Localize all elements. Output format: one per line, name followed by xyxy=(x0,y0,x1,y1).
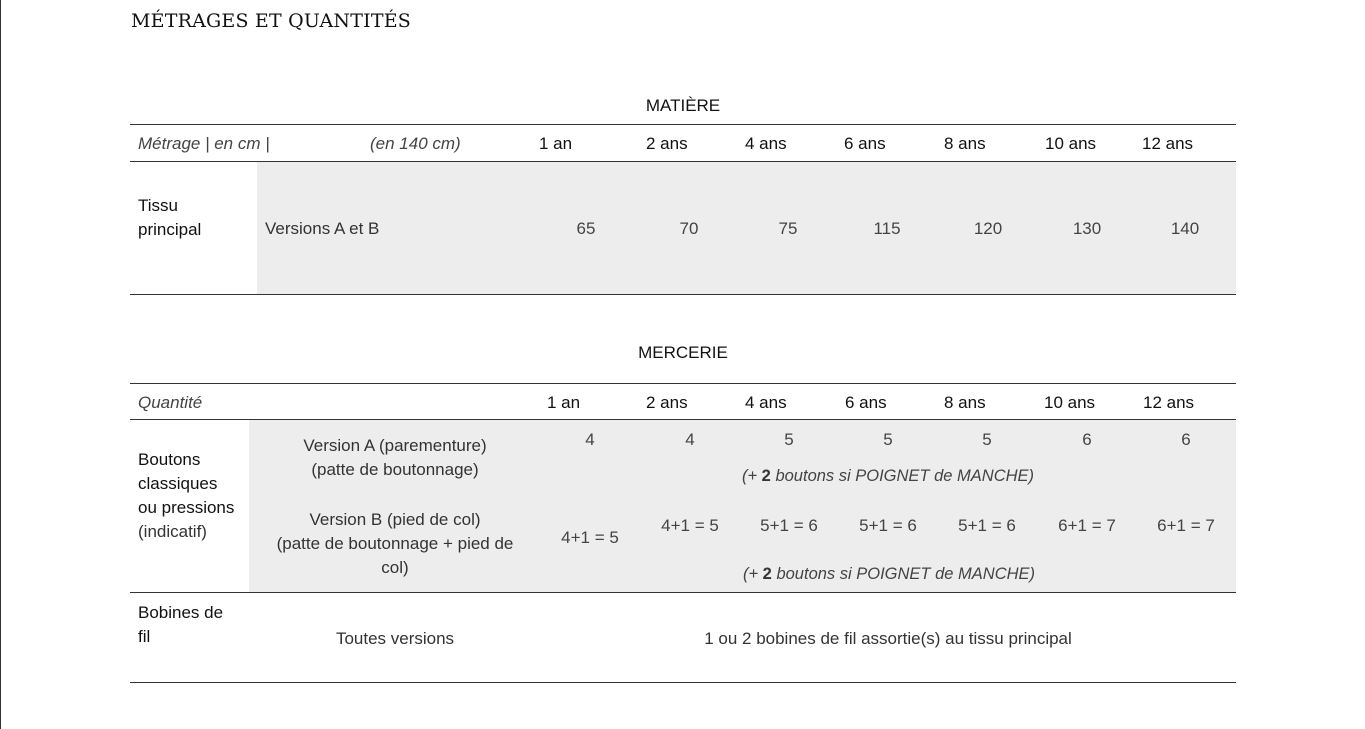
matiere-size-3: 4 ans xyxy=(745,134,787,153)
mercerie-top-rule xyxy=(130,383,1236,384)
mercerie-size-7: 12 ans xyxy=(1143,393,1195,412)
tissu-version: Versions A et B xyxy=(265,219,380,238)
version-a-value-6: 6 xyxy=(1082,430,1092,449)
boutons-label-line3: ou pressions xyxy=(138,498,235,517)
bobines-label-line1: Bobines de xyxy=(138,603,224,622)
matiere-bottom-rule xyxy=(130,294,1236,295)
version-b-value-3: 5+1 = 6 xyxy=(760,516,818,535)
mercerie-title: MERCERIE xyxy=(638,343,728,362)
version-b-note-count: 2 xyxy=(762,565,772,583)
boutons-label-line2: classiques xyxy=(138,474,218,493)
boutons-label xyxy=(138,448,234,544)
page-left-border xyxy=(0,0,1,729)
matiere-size-4: 6 ans xyxy=(844,134,886,153)
version-a-line1: Version A (parementure) xyxy=(303,436,487,455)
mercerie-size-6: 10 ans xyxy=(1044,393,1096,412)
bobines-value: 1 ou 2 bobines de fil assortie(s) au tissu principal xyxy=(704,629,1072,648)
tissu-label-line2: principal xyxy=(138,220,202,239)
version-a-value-2: 4 xyxy=(685,430,695,449)
version-b-note-prefix: (+ xyxy=(742,565,763,583)
version-a-value-7: 6 xyxy=(1181,430,1191,449)
version-b-note xyxy=(743,565,1035,584)
version-b-line2: (patte de boutonnage + pied de xyxy=(276,534,514,553)
version-b-value-1: 4+1 = 5 xyxy=(561,528,619,547)
tissu-value-2: 70 xyxy=(679,219,699,238)
mercerie-size-4: 6 ans xyxy=(845,393,887,412)
boutons-label-line1: Boutons xyxy=(138,450,201,469)
version-b-value-4: 5+1 = 6 xyxy=(859,516,917,535)
version-a-note-suffix: boutons si POIGNET de MANCHE) xyxy=(770,467,1035,485)
version-a-note xyxy=(742,467,1034,486)
tissu-label xyxy=(138,194,201,242)
tissu-value-6: 130 xyxy=(1072,219,1102,238)
version-b-value-2: 4+1 = 5 xyxy=(661,516,719,535)
matiere-size-2: 2 ans xyxy=(646,134,688,153)
version-b-value-6: 6+1 = 7 xyxy=(1058,516,1116,535)
version-a-value-1: 4 xyxy=(585,430,595,449)
bobines-version: Toutes versions xyxy=(335,629,455,648)
version-a-value-5: 5 xyxy=(982,430,992,449)
mercerie-header-label: Quantité xyxy=(138,393,203,412)
tissu-value-1: 65 xyxy=(576,219,596,238)
tissu-value-3: 75 xyxy=(778,219,798,238)
matiere-size-7: 12 ans xyxy=(1142,134,1194,153)
version-b-value-7: 6+1 = 7 xyxy=(1157,516,1215,535)
matiere-header-label: Métrage | en cm | xyxy=(138,134,270,153)
version-b-line1: Version B (pied de col) xyxy=(309,510,481,529)
matiere-size-5: 8 ans xyxy=(944,134,986,153)
tissu-value-4: 115 xyxy=(873,219,901,238)
version-a-note-count: 2 xyxy=(761,467,771,485)
version-a-value-4: 5 xyxy=(883,430,893,449)
version-b-label xyxy=(260,508,530,580)
boutons-bottom-rule xyxy=(130,592,1236,593)
mercerie-bottom-rule xyxy=(130,682,1236,683)
tissu-value-5: 120 xyxy=(973,219,1003,238)
version-b-line3: col) xyxy=(381,558,409,577)
matiere-header-width: (en 140 cm) xyxy=(370,134,461,153)
mercerie-size-1: 1 an xyxy=(547,393,581,412)
tissu-value-7: 140 xyxy=(1170,219,1200,238)
page-title: MÉTRAGES ET QUANTITÉS xyxy=(131,10,411,32)
version-b-value-5: 5+1 = 6 xyxy=(958,516,1016,535)
version-b-note-suffix: boutons si POIGNET de MANCHE) xyxy=(771,565,1036,583)
version-a-value-3: 5 xyxy=(784,430,794,449)
mercerie-size-2: 2 ans xyxy=(646,393,688,412)
matiere-size-1: 1 an xyxy=(539,134,573,153)
version-a-note-prefix: (+ xyxy=(741,467,762,485)
bobines-label-line2: fil xyxy=(138,627,151,646)
version-a-label xyxy=(303,434,486,482)
mercerie-size-5: 8 ans xyxy=(944,393,986,412)
mercerie-size-3: 4 ans xyxy=(745,393,787,412)
version-a-line2: (patte de boutonnage) xyxy=(311,460,479,479)
bobines-label xyxy=(138,601,223,649)
matiere-size-6: 10 ans xyxy=(1045,134,1097,153)
matiere-top-rule xyxy=(130,124,1236,125)
matiere-title: MATIÈRE xyxy=(645,96,721,115)
tissu-label-line1: Tissu xyxy=(138,196,178,215)
boutons-label-line4: (indicatif) xyxy=(138,522,207,541)
